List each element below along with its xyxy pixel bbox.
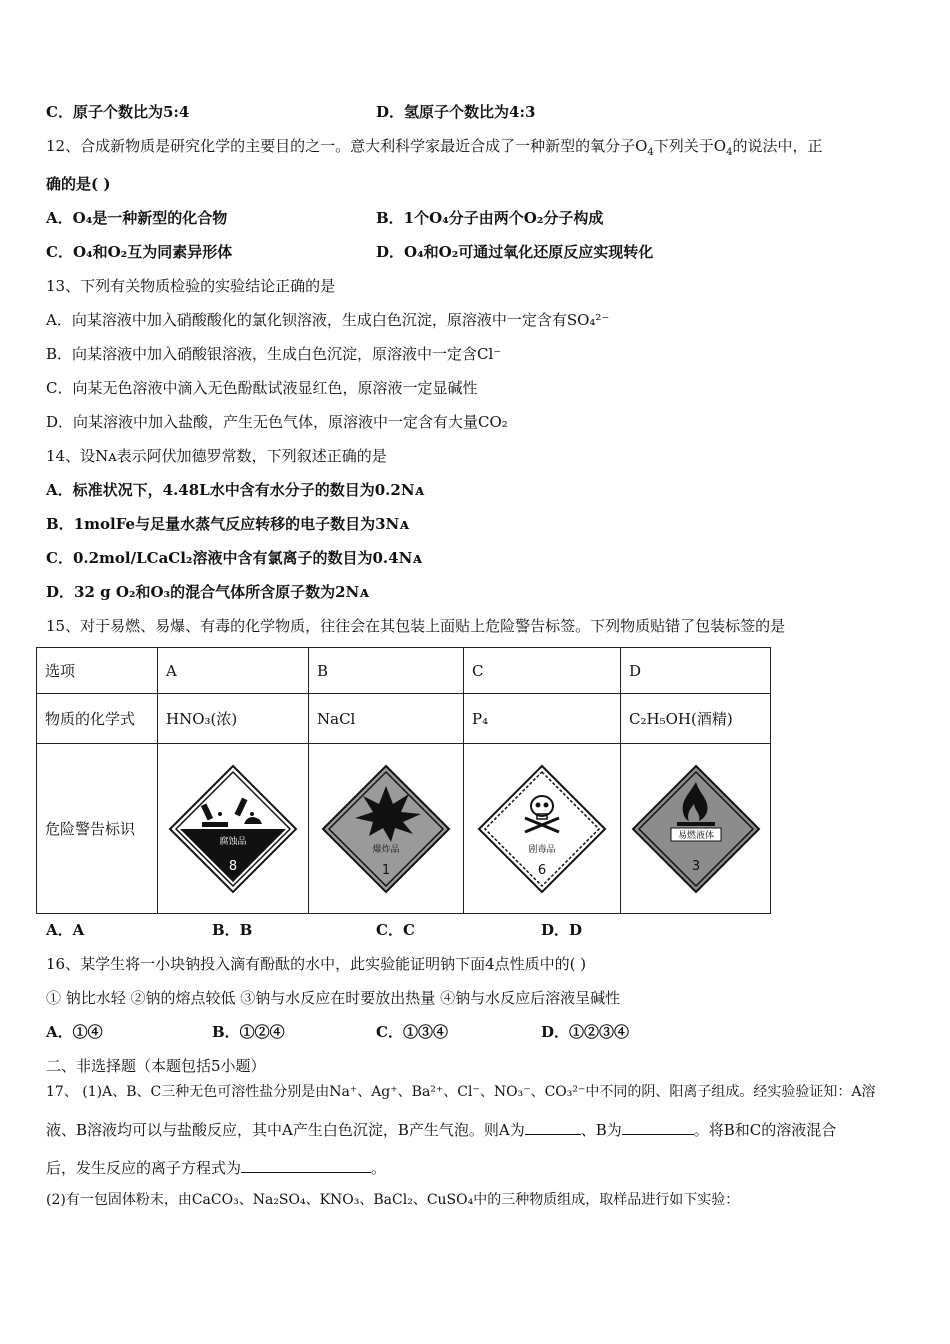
row-label-formula: 物质的化学式 (37, 694, 158, 744)
q17-line3-part1: 后，发生反应的离子方程式为 (46, 1159, 242, 1177)
table-row-signs (37, 744, 771, 914)
cell-formula-a: HNO₃(浓) (158, 694, 309, 744)
q12-stem-part2: 下列关于O (653, 137, 727, 155)
q17-line1: 17、 (1)A、B、C三种无色可溶性盐分别是由Na⁺、Ag⁺、Ba²⁺、Cl⁻、NO₃⁻、CO₃²⁻中不同的阴、阳离子组成。经实验验证知：A溶 (46, 1084, 876, 1100)
q13-option-d: D．向某溶液中加入盐酸，产生无色气体，原溶液中一定含有大量CO₂ (46, 413, 508, 431)
q15-option-a: A．A (46, 921, 85, 939)
q17-line2-part3: 。将B和C的溶液混合 (693, 1121, 837, 1139)
sign-a-number: 8 (228, 858, 238, 874)
hazard-label-table (36, 647, 771, 914)
q17-line3 (46, 1156, 386, 1178)
q14-option-c: C．0.2mol/LCaCl₂溶液中含有氯离子的数目为0.4Nᴀ (46, 549, 422, 567)
row-label-option: 选项 (37, 648, 158, 694)
cell-formula-c: P₄ (464, 694, 621, 744)
q16-option-c: C．①③④ (376, 1023, 448, 1041)
q12-option-c: C．O₄和O₂互为同素异形体 (46, 243, 233, 261)
cell-option-c: C (464, 648, 621, 694)
table-row-options (37, 648, 771, 694)
q14-option-d: D．32 g O₂和O₃的混合气体所含原子数为2Nᴀ (46, 583, 369, 601)
q16-option-d: D．①②③④ (541, 1023, 630, 1041)
cell-option-b: B (309, 648, 464, 694)
row-label-sign: 危险警告标识 (37, 744, 158, 914)
q15-stem: 15、对于易燃、易爆、有毒的化学物质，往往会在其包装上面贴上危险警告标签。下列物质贴错了包装标签的是 (46, 617, 786, 635)
toxic-sign-icon (477, 764, 607, 894)
q13-option-a: A．向某溶液中加入硝酸酸化的氯化钡溶液，生成白色沉淀，原溶液中一定含有SO₄²⁻ (46, 311, 610, 329)
q12-stem-part3: 的说法中，正 (732, 137, 823, 155)
sign-b-number: 1 (381, 862, 391, 878)
q11-option-d: D．氢原子个数比为4:3 (376, 103, 536, 121)
q15-option-c: C．C (376, 921, 415, 939)
q16-properties: ① 钠比水轻 ②钠的熔点较低 ③钠与水反应在时要放出热量 ④钠与水反应后溶液呈碱性 (46, 989, 621, 1007)
q16-option-b: B．①②④ (212, 1023, 285, 1041)
sign-b-text: 爆炸品 (372, 844, 400, 855)
cell-formula-b: NaCl (309, 694, 464, 744)
sign-d-text: 易燃液体 (677, 830, 714, 841)
explosive-sign-icon (321, 764, 451, 894)
q12-stem-line1: 12、合成新物质是研究化学的主要目的之一。意大利科学家最近合成了一种新型的氧分子$O_4$下列关于$O_4$的说法中，正 (46, 137, 823, 158)
q17-line4: (2)有一包固体粉末，由CaCO₃、Na₂SO₄、KNO₃、BaCl₂、CuSO₄中的三种物质组成，取样品进行如下实验： (46, 1192, 740, 1208)
q17-line2 (46, 1118, 836, 1140)
cell-sign-a (158, 744, 309, 914)
flammable-sign-icon (631, 764, 761, 894)
q17-line2-part1: 液、B溶液均可以与盐酸反应，其中A产生白色沉淀，B产生气泡。则A为 (46, 1121, 525, 1139)
q13-option-c: C．向某无色溶液中滴入无色酚酞试液显红色，原溶液一定显碱性 (46, 379, 478, 397)
q15-option-d: D．D (541, 921, 583, 939)
answer-blank-equation[interactable] (241, 1156, 371, 1173)
q12-option-b: B．1个O₄分子由两个O₂分子构成 (376, 209, 604, 227)
q16-option-a: A．①④ (46, 1023, 103, 1041)
q11-option-c: C．原子个数比为5:4 (46, 103, 190, 121)
q15-option-b: B．B (212, 921, 253, 939)
cell-sign-c (464, 744, 621, 914)
sign-c-text: 剧毒品 (528, 844, 556, 855)
q13-option-b: B．向某溶液中加入硝酸银溶液，生成白色沉淀，原溶液中一定含Cl⁻ (46, 345, 502, 363)
q17-line3-part2: 。 (371, 1159, 387, 1177)
cell-sign-b (309, 744, 464, 914)
q14-option-b: B．1molFe与足量水蒸气反应转移的电子数目为3Nᴀ (46, 515, 409, 533)
q17-line2-part2: 、B为 (580, 1121, 622, 1139)
q14-option-a: A．标准状况下，4.48L水中含有水分子的数目为0.2Nᴀ (46, 481, 425, 499)
q14-stem: 14、设Nᴀ表示阿伏加德罗常数，下列叙述正确的是 (46, 447, 387, 465)
cell-sign-d (621, 744, 771, 914)
sign-c-number: 6 (537, 862, 547, 878)
section-title: 二、非选择题（本题包括5小题） (46, 1057, 266, 1075)
cell-option-d: D (621, 648, 771, 694)
table-row-formulas (37, 694, 771, 744)
q12-stem-line2: 确的是( ) (46, 175, 111, 193)
q16-stem: 16、某学生将一小块钠投入滴有酚酞的水中，此实验能证明钠下面4点性质中的( ) (46, 955, 587, 973)
q12-option-d: D．O₄和O₂可通过氧化还原反应实现转化 (376, 243, 654, 261)
cell-formula-d: C₂H₅OH(酒精) (621, 694, 771, 744)
q13-stem: 13、下列有关物质检验的实验结论正确的是 (46, 277, 336, 295)
q12-option-a: A．O₄是一种新型的化合物 (46, 209, 228, 227)
answer-blank-b[interactable] (622, 1118, 694, 1135)
q12-stem-part1: 12、合成新物质是研究化学的主要目的之一。意大利科学家最近合成了一种新型的氧分子O (46, 137, 648, 155)
corrosive-sign-icon (168, 764, 298, 894)
sign-d-number: 3 (691, 858, 700, 874)
sign-a-text: 腐蚀品 (219, 836, 247, 847)
cell-option-a: A (158, 648, 309, 694)
answer-blank-a[interactable] (525, 1118, 581, 1135)
